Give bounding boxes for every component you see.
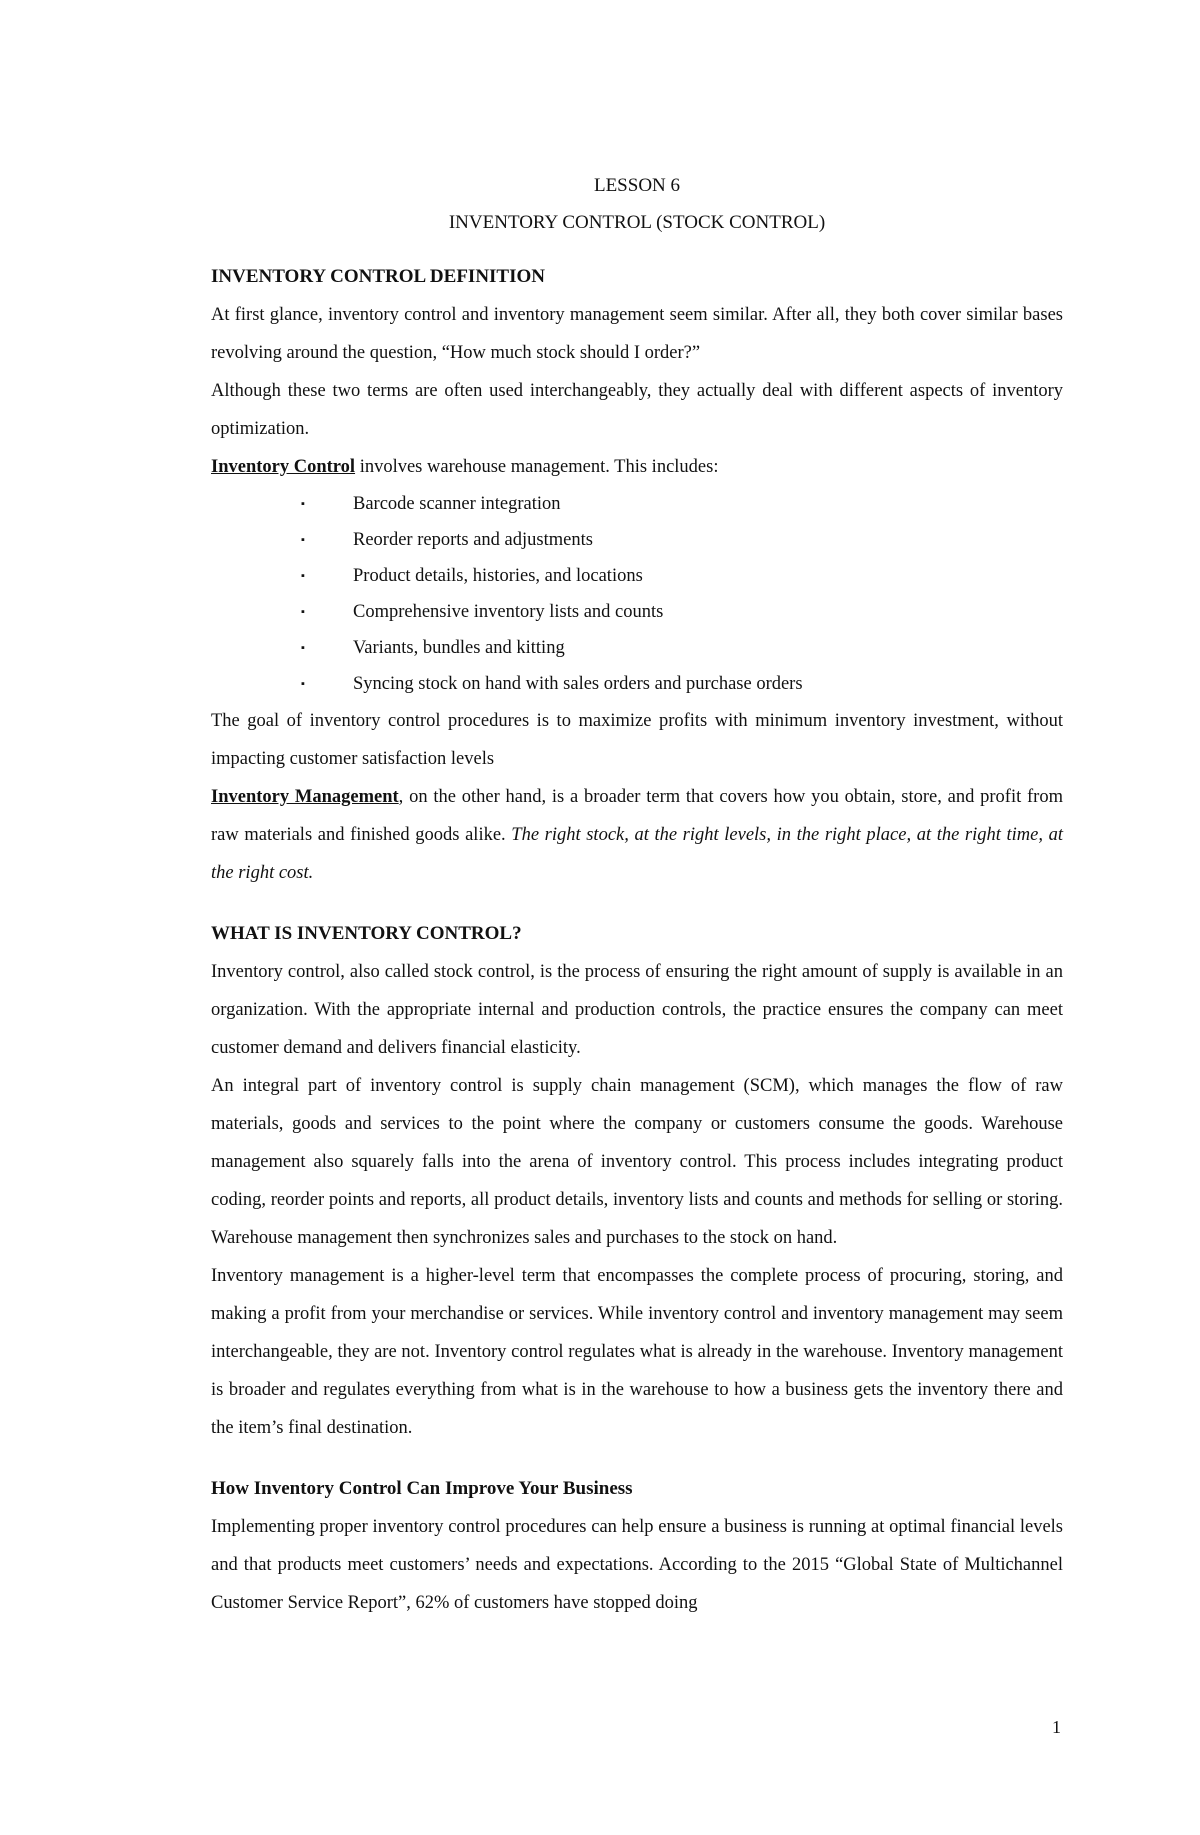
paragraph [211,778,1063,892]
paragraph: At first glance, inventory control and inventory management seem similar. After all, they both cover similar bases revolving around the question, “How much stock should I order?” [211,305,1063,363]
emphasis-text: The right stock, at the right levels, in the right place, at the right time, at the right cost. [211,825,1063,883]
list-item: ▪ Variants, bundles and kitting [301,630,1063,666]
paragraph: An integral part of inventory control is supply chain management (SCM), which manages the flow of raw materials, goods and services to the point where the company or customers consume the goods. Warehouse management also squarely falls into the arena of inventory control. This process includes integrating product coding, reorder points and reports, all product details, inventory lists and counts and methods for selling or storing. Warehouse management then synchronizes sales and purchases to the stock on hand. [211,1076,1063,1248]
section-heading-improve: How Inventory Control Can Improve Your Business [211,1478,633,1499]
paragraph: Implementing proper inventory control procedures can help ensure a business is running at optimal financial levels and that products meet customers’ needs and expectations. According to the 2015 “Global State of Multichannel Customer Service Report”, 62% of customers have stopped doing [211,1517,1063,1613]
paragraph: Inventory control, also called stock control, is the process of ensuring the right amount of supply is available in an organization. With the appropriate internal and production controls, the practice ensures the company can meet customer demand and delivers financial elasticity. [211,962,1063,1058]
paragraph: Although these two terms are often used interchangeably, they actually deal with different aspects of inventory optimization. [211,381,1063,439]
section-heading-definition: INVENTORY CONTROL DEFINITION [211,266,546,287]
list-item: ▪ Syncing stock on hand with sales orders and purchase orders [301,666,1063,702]
paragraph: Inventory management is a higher-level term that encompasses the complete process of procuring, storing, and making a profit from your merchandise or services. While inventory control and inventory management may seem interchangeable, they are not. Inventory control regulates what is already in the warehouse. Inventory management is broader and regulates everything from what is in the warehouse to how a business gets the inventory there and the item’s final destination. [211,1266,1063,1438]
term-inventory-management: Inventory Management [211,787,399,807]
list-item: ▪ Comprehensive inventory lists and counts [301,594,1063,630]
page-content [211,167,1063,1622]
term-inventory-control: Inventory Control [211,457,356,477]
paragraph: The goal of inventory control procedures is to maximize profits with minimum inventory investment, without impacting customer satisfaction levels [211,711,1063,769]
paragraph-text: involves warehouse management. This includes: [355,457,719,477]
page-number: 1 [1052,1717,1061,1737]
list-item: ▪ Reorder reports and adjustments [301,522,1063,558]
section-heading-what-is: WHAT IS INVENTORY CONTROL? [211,923,522,944]
page-title: INVENTORY CONTROL (STOCK CONTROL) [448,212,826,233]
bullet-list [211,486,1063,702]
list-item: ▪ Product details, histories, and locations [301,558,1063,594]
paragraph-text: , on the other hand, is a broader term that covers how you obtain, store, and profit from raw materials and finished goods alike. [211,787,1063,845]
list-item: ▪ Barcode scanner integration [301,486,1063,522]
lesson-label: LESSON 6 [593,175,681,196]
paragraph [211,448,1063,486]
